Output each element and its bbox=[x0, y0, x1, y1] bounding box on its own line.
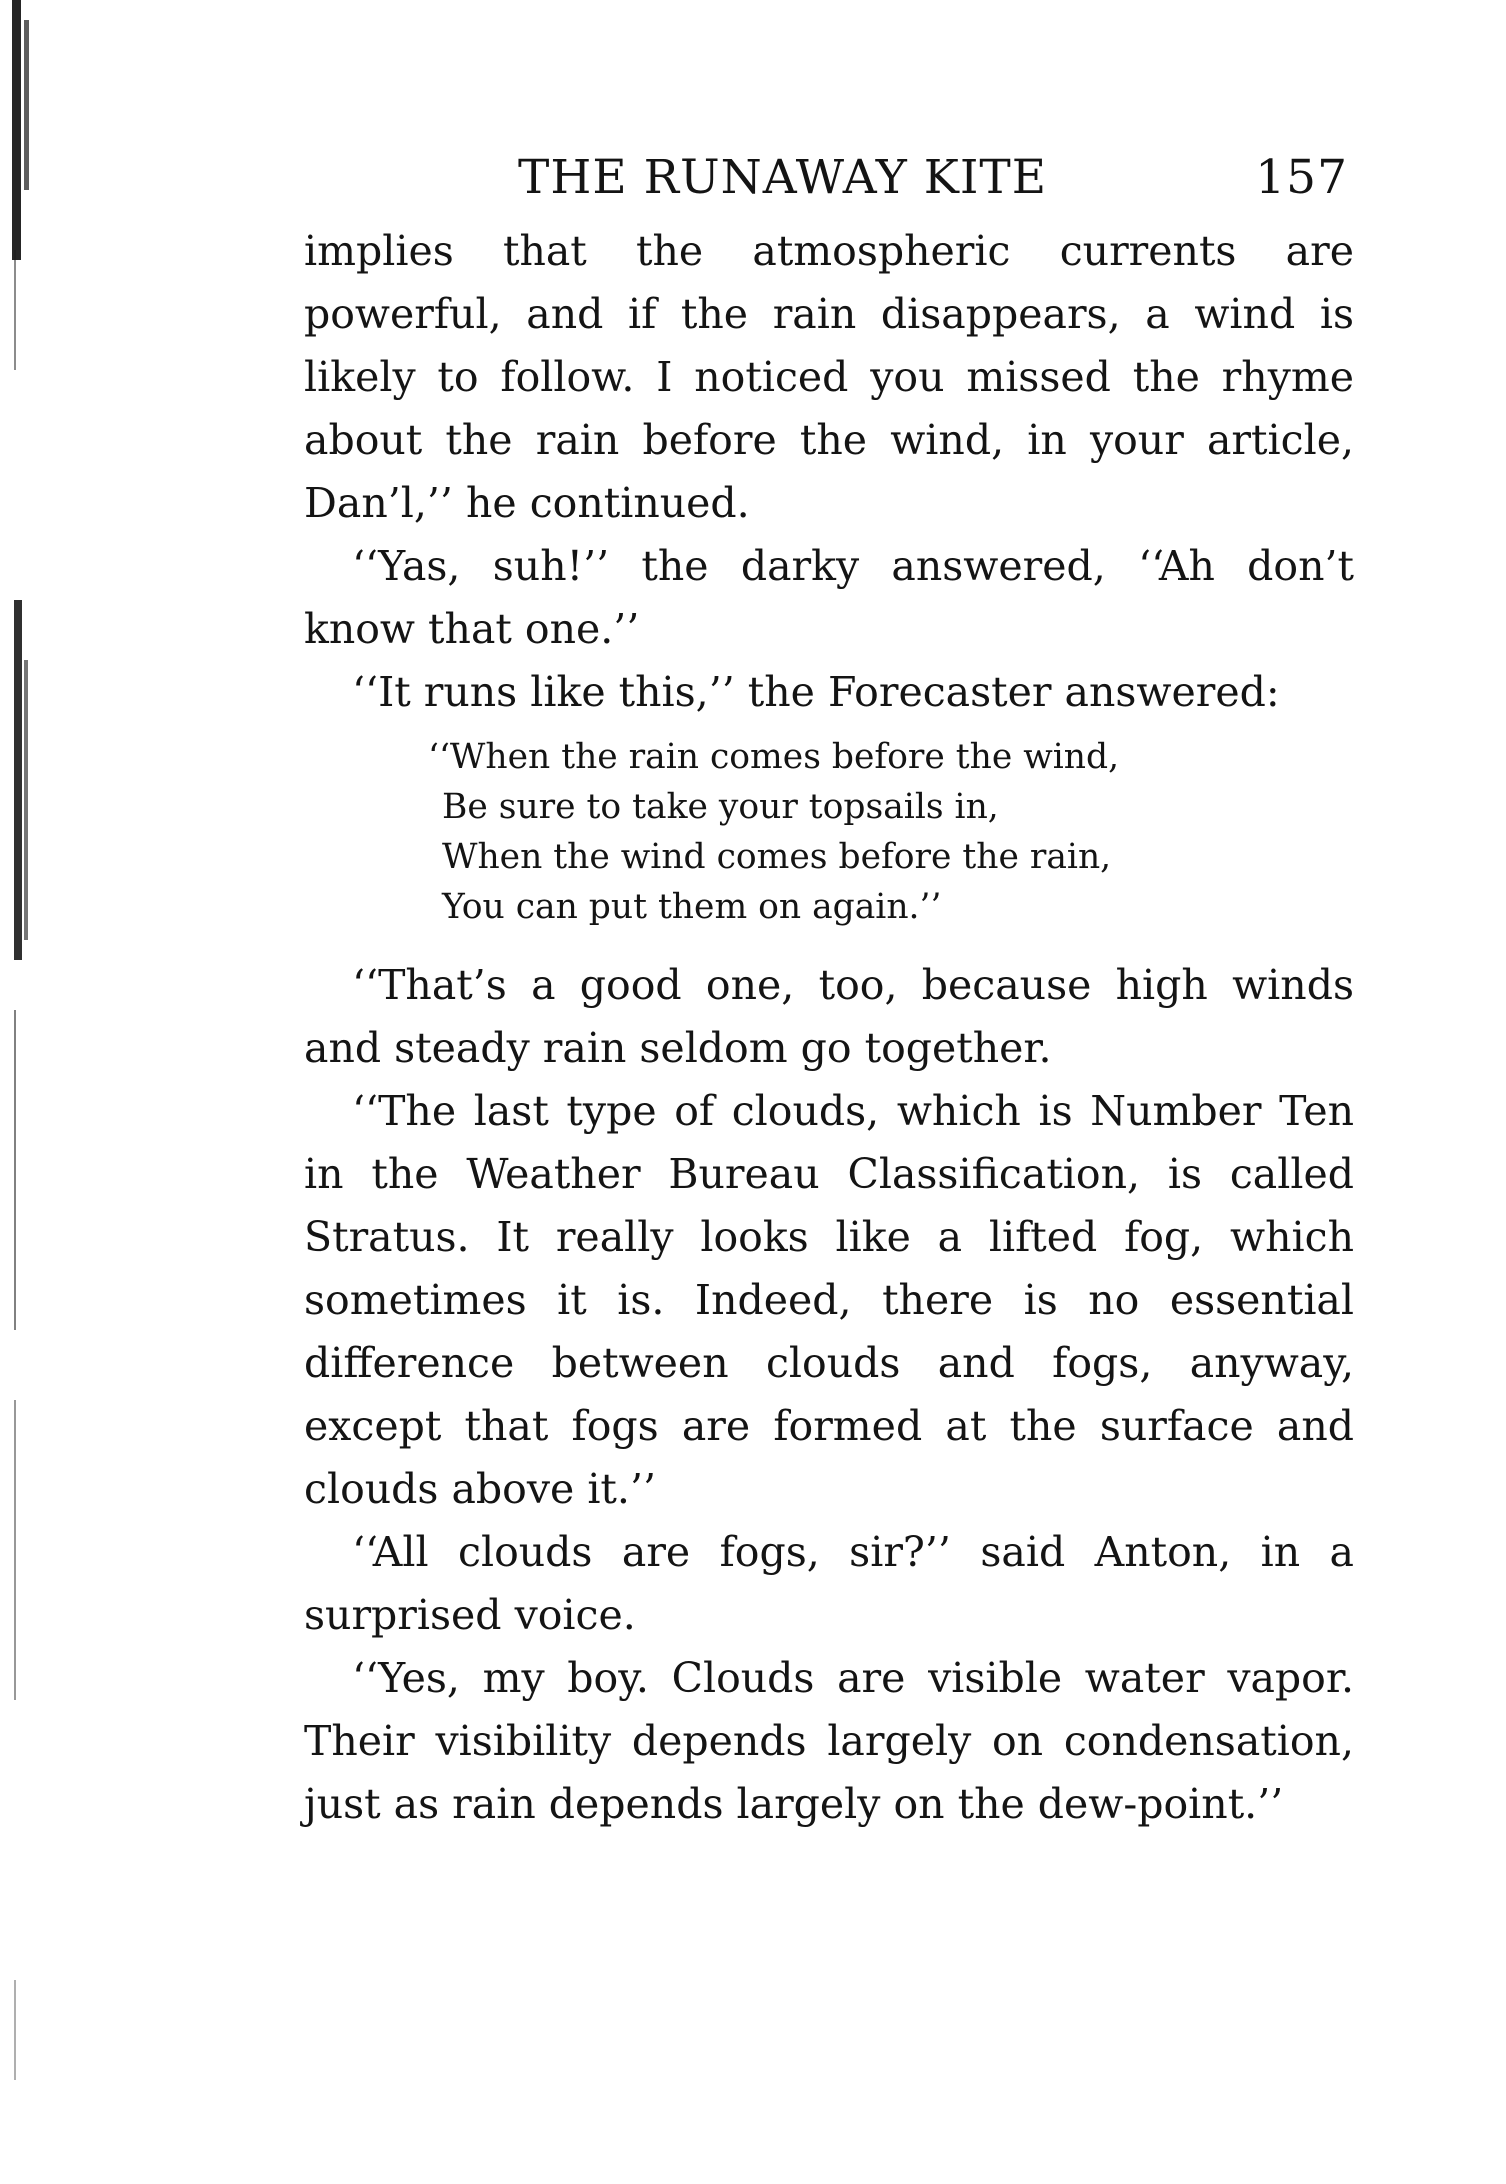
paragraph: ‘‘Yes, my boy. Clouds are visible water vapor. Their visibility depends largely on condensation, just as rain depends largely on the dew-point.’’ bbox=[304, 1654, 1354, 1828]
binding-shadow bbox=[24, 20, 29, 190]
running-head bbox=[304, 150, 1354, 220]
poem-line: You can put them on again.’’ bbox=[442, 887, 942, 927]
poem-block bbox=[428, 732, 1354, 932]
paragraph: implies that the atmospheric currents are powerful, and if the rain disappears, a wind is likely to follow. I noticed you missed the rhyme about the rain before the wind, in your article, Dan’l,’’ he continued. bbox=[304, 227, 1354, 527]
binding-shadow bbox=[12, 0, 21, 260]
binding-shadow bbox=[24, 660, 28, 940]
poem-line: Be sure to take your topsails in, bbox=[442, 787, 999, 827]
paragraph: ‘‘All clouds are fogs, sir?’’ said Anton, in a surprised voice. bbox=[304, 1528, 1354, 1639]
book-page bbox=[304, 150, 1354, 1836]
page-number: 157 bbox=[1255, 150, 1348, 205]
binding-shadow bbox=[14, 250, 16, 370]
binding-shadow bbox=[14, 1010, 16, 1330]
poem-line: When the wind comes before the rain, bbox=[442, 837, 1112, 877]
paragraph: ‘‘That’s a good one, too, because high winds and steady rain seldom go together. bbox=[304, 961, 1354, 1072]
paragraph: ‘‘It runs like this,’’ the Forecaster answered: bbox=[352, 668, 1280, 716]
paragraph: ‘‘The last type of clouds, which is Number Ten in the Weather Bureau Classification, is called Stratus. It really looks like a lifted fog, which sometimes it is. Indeed, there is no essential difference between clouds and fogs, anyway, except that fogs are formed at the surface and clouds above it.’’ bbox=[304, 1087, 1354, 1513]
binding-shadow bbox=[14, 1400, 16, 1700]
paragraph: ‘‘Yas, suh!’’ the darky answered, ‘‘Ah don’t know that one.’’ bbox=[304, 542, 1354, 653]
chapter-title: THE RUNAWAY KITE bbox=[518, 150, 1048, 205]
binding-shadow bbox=[14, 1980, 16, 2080]
binding-shadow bbox=[14, 600, 22, 960]
poem-line: ‘‘When the rain comes before the wind, bbox=[428, 737, 1120, 777]
